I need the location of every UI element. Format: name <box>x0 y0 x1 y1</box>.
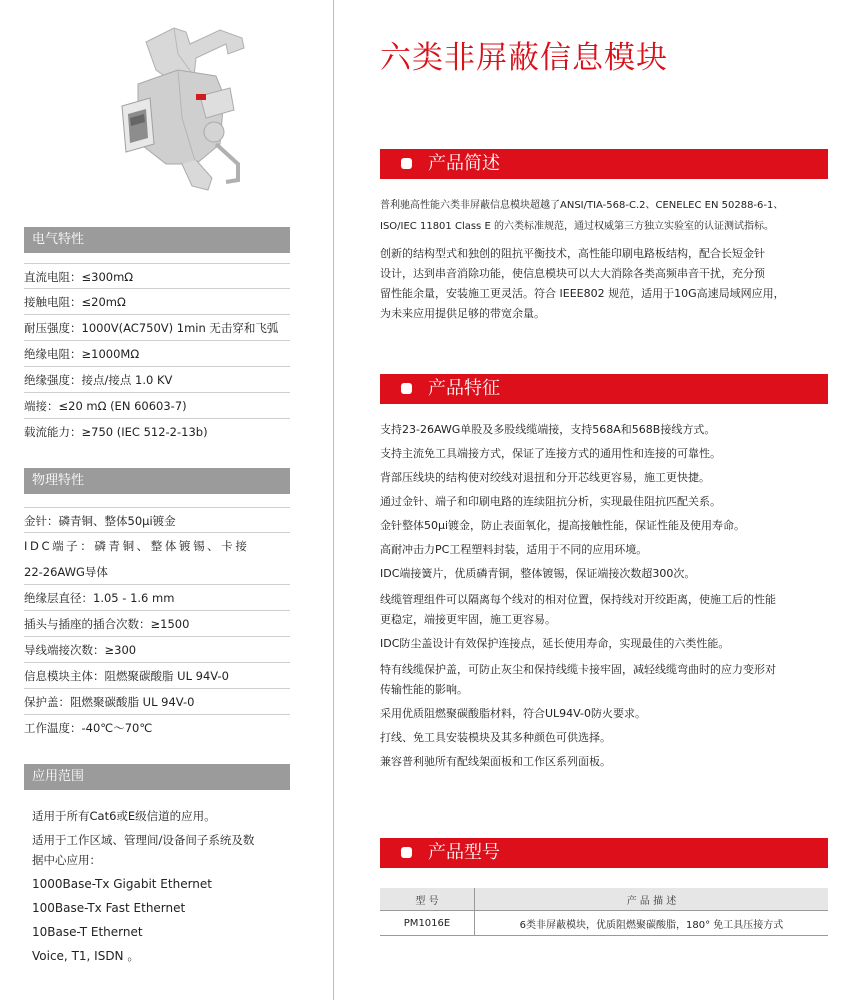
overview-line: 留性能余量，安装施工更灵活。符合 IEEE802 规范，适用于10G高速局域网应用， <box>380 287 785 300</box>
feature-line: 支持23-26AWG单股及多股线缆端接，支持568A和568B接线方式。 <box>380 423 716 436</box>
physical-row: IDC端子：磷青铜、整体镀锡、卡接 <box>24 539 250 553</box>
model-cell: PM1016E <box>380 911 475 936</box>
bullet-icon <box>401 158 412 169</box>
models-heading: 产品型号 <box>428 842 500 863</box>
feature-line: 打线、免工具安装模块及其多种颜色可供选择。 <box>380 731 611 744</box>
electrical-row: 载流能力：≥750 (IEC 512-2-13b) <box>24 425 208 439</box>
feature-line: 兼容普利驰所有配线架面板和工作区系列面板。 <box>380 755 611 768</box>
application-line: 10Base-T Ethernet <box>32 925 143 939</box>
feature-line: IDC端接簧片，优质磷青铜，整体镀锡，保证端接次数超300次。 <box>380 567 696 580</box>
feature-line: 金针整体50μi镀金，防止表面氧化，提高接触性能，保证性能及使用寿命。 <box>380 519 746 532</box>
application-line: 据中心应用： <box>32 853 101 867</box>
model-table <box>380 888 828 936</box>
electrical-row: 接触电阻：≤20mΩ <box>24 289 290 315</box>
physical-heading: 物理特性 <box>24 468 290 494</box>
physical-row: 金针：磷青铜、整体50μi镀金 <box>24 507 290 533</box>
model-table-header <box>380 888 828 911</box>
feature-line: IDC防尘盖设计有效保护连接点，延长使用寿命，实现最佳的六类性能。 <box>380 637 730 650</box>
physical-row: 插头与插座的插合次数：≥1500 <box>24 611 290 637</box>
application-line: 适用于所有Cat6或E级信道的应用。 <box>32 809 216 823</box>
electrical-row: 端接：≤20 mΩ (EN 60603-7) <box>24 393 290 419</box>
feature-line: 通过金针、端子和印刷电路的连续阻抗分析，实现最佳阻抗匹配关系。 <box>380 495 721 508</box>
features-header-bar <box>380 374 828 404</box>
physical-row: 工作温度：-40℃～70℃ <box>24 721 153 735</box>
table-row <box>380 911 828 936</box>
feature-line: 更稳定，端接更牢固，施工更容易。 <box>380 613 556 626</box>
description-cell: 6类非屏蔽模块，优质阻燃聚碳酸脂，180° 免工具压接方式 <box>475 911 829 936</box>
bullet-icon <box>401 847 412 858</box>
overview-line: ISO/IEC 11801 Class E 的六类标准规范，通过权威第三方独立实验室的认证测试指标。 <box>380 221 774 232</box>
feature-line: 线缆管理组件可以隔离每个线对的相对位置，保持线对开绞距离，使施工后的性能 <box>380 593 776 606</box>
application-line: 1000Base-Tx Gigabit Ethernet <box>32 877 212 891</box>
bullet-icon <box>401 383 412 394</box>
models-header-bar <box>380 838 828 868</box>
physical-row: 绝缘层直径：1.05 - 1.6 mm <box>24 585 290 611</box>
feature-line: 传输性能的影响。 <box>380 683 468 696</box>
physical-row: 信息模块主体：阻燃聚碳酸脂 UL 94V-0 <box>24 663 290 689</box>
physical-row: 22-26AWG导体 <box>24 559 290 585</box>
overview-header-bar <box>380 149 828 179</box>
overview-line: 普利驰高性能六类非屏蔽信息模块超越了ANSI/TIA-568-C.2、CENELEC EN 50288-6-1、 <box>380 200 784 211</box>
model-column-header: 型 号 <box>380 888 475 911</box>
electrical-row: 绝缘电阻：≥1000MΩ <box>24 341 290 367</box>
physical-row: 导线端接次数：≥300 <box>24 637 290 663</box>
application-line: 100Base-Tx Fast Ethernet <box>32 901 186 915</box>
page-title: 六类非屏蔽信息模块 <box>380 40 668 76</box>
column-divider <box>333 0 334 1000</box>
electrical-row: 绝缘强度：接点/接点 1.0 KV <box>24 367 290 393</box>
description-column-header: 产 品 描 述 <box>475 888 829 911</box>
physical-row: 保护盖：阻燃聚碳酸脂 UL 94V-0 <box>24 689 290 715</box>
overview-line: 创新的结构型式和独创的阻抗平衡技术，高性能印刷电路板结构，配合长短金针 <box>380 247 765 260</box>
feature-line: 支持主流免工具端接方式，保证了连接方式的通用性和连接的可靠性。 <box>380 447 721 460</box>
feature-line: 特有线缆保护盖，可防止灰尘和保持线缆卡接牢固，减轻线缆弯曲时的应力变形对 <box>380 663 776 676</box>
overview-line: 设计，达到串音消除功能，使信息模块可以大大消除各类高频串音干扰，充分预 <box>380 267 765 280</box>
electrical-heading: 电气特性 <box>24 227 290 253</box>
feature-line: 采用优质阻燃聚碳酸脂材料，符合UL94V-0防火要求。 <box>380 707 647 720</box>
application-heading: 应用范围 <box>24 764 290 790</box>
electrical-row: 直流电阻：≤300mΩ <box>24 263 290 289</box>
electrical-row: 耐压强度：1000V(AC750V) 1min 无击穿和飞弧 <box>24 315 290 341</box>
application-line: 适用于工作区域、管理间/设备间子系统及数 <box>32 833 255 847</box>
application-line: Voice, T1, ISDN 。 <box>32 949 140 963</box>
features-heading: 产品特征 <box>428 378 500 399</box>
overview-heading: 产品简述 <box>428 153 500 174</box>
overview-line: 为未来应用提供足够的带宽余量。 <box>380 307 545 320</box>
feature-line: 高耐冲击力PC工程塑料封装，适用于不同的应用环境。 <box>380 543 648 556</box>
keystone-module-image <box>116 14 256 194</box>
feature-line: 背部压线块的结构使对绞线对退扭和分开芯线更容易，施工更快捷。 <box>380 471 710 484</box>
